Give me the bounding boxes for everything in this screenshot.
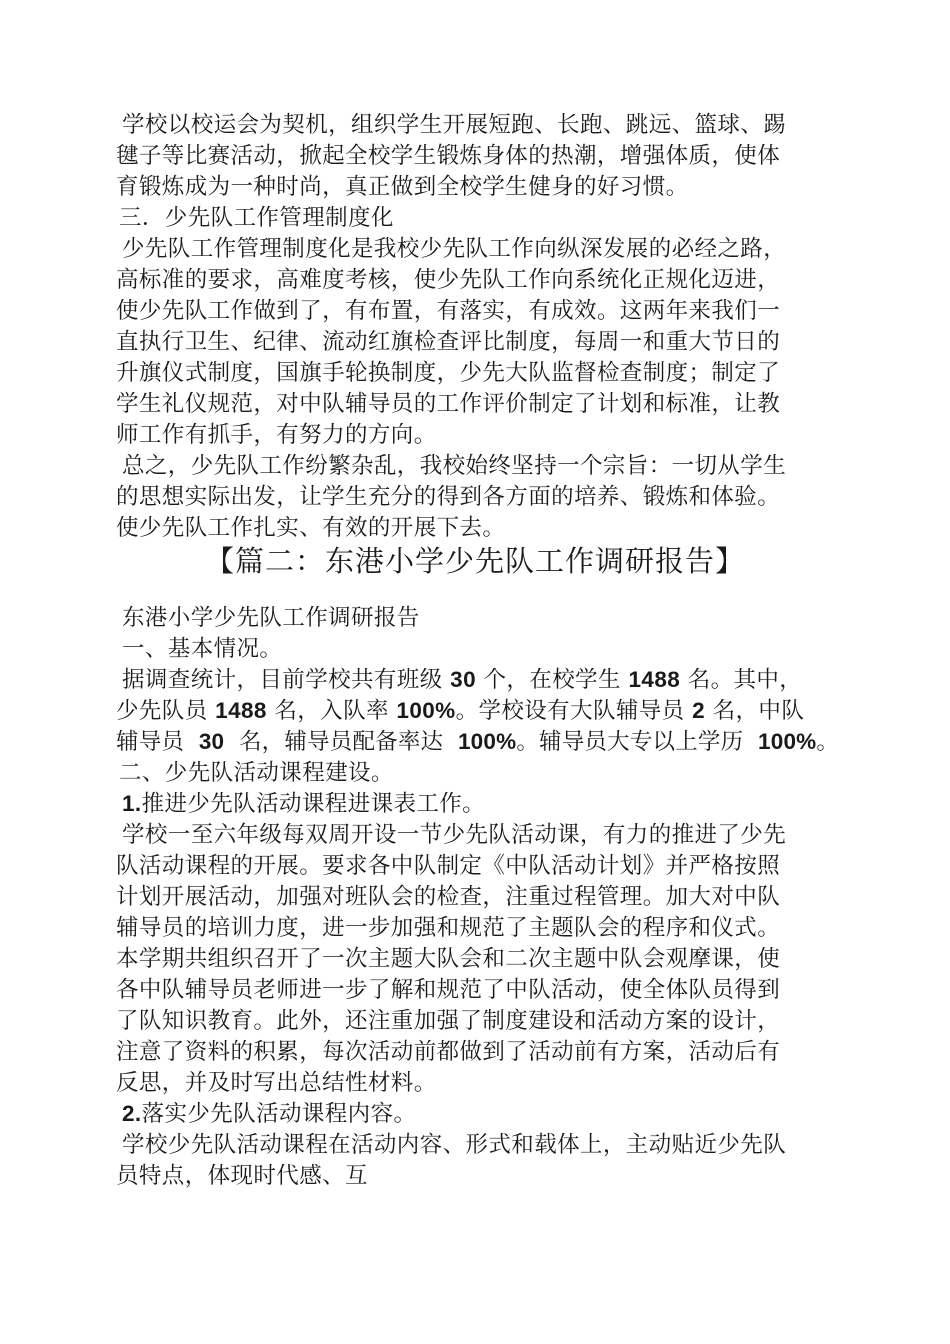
paragraph-line: 使少先队工作扎实、有效的开展下去。 <box>116 515 506 541</box>
staffing-rate: 100% <box>457 729 517 754</box>
class-count: 30 <box>450 667 476 692</box>
paragraph-line: 育锻炼成为一种时尚，真正做到全校学生健身的好习惯。 <box>116 174 689 200</box>
section-heading: 二、少先队活动课程建设。 <box>119 760 394 786</box>
section-heading: 一、基本情况。 <box>122 636 283 662</box>
squadron-counselor-count: 30 <box>198 729 225 754</box>
article-heading: 【篇二：东港小学少先队工作调研报告】 <box>204 544 745 578</box>
paragraph-line: 少先队工作管理制度化是我校少先队工作向纵深发展的必经之路， <box>122 236 787 262</box>
paragraph-line: 学校少先队活动课程在活动内容、形式和载体上，主动贴近少先队 <box>122 1132 787 1158</box>
paragraph-line: 反思，并及时写出总结性材料。 <box>116 1070 437 1096</box>
paragraph-line: 师工作有抓手，有努力的方向。 <box>116 422 437 448</box>
item-heading: 1.推进少先队活动课程进课表工作。 <box>122 791 486 817</box>
paragraph-line: 高标准的要求，高难度考核，使少先队工作向系统化正规化迈进， <box>116 267 781 293</box>
paragraph-line: 直执行卫生、纪律、流动红旗检查评比制度，每周一和重大节日的 <box>116 329 781 355</box>
paragraph-line: 注意了资料的积累，每次活动前都做到了活动前有方案，活动后有 <box>116 1039 781 1065</box>
stats-line-3: 辅导员 30 名，辅导员配备率达 100%。辅导员大专以上学历 100%。 <box>116 729 840 755</box>
member-count: 1488 <box>215 698 267 723</box>
paragraph-line: 队活动课程的开展。要求各中队制定《中队活动计划》并严格按照 <box>116 853 781 879</box>
paragraph-line: 毽子等比赛活动，掀起全校学生锻炼身体的热潮，增强体质，使体 <box>116 143 781 169</box>
paragraph-line: 总之，少先队工作纷繁杂乱，我校始终坚持一个宗旨：一切从学生 <box>122 453 787 479</box>
paragraph-line: 的思想实际出发，让学生充分的得到各方面的培养、锻炼和体验。 <box>116 484 781 510</box>
student-count: 1488 <box>628 667 681 692</box>
paragraph-line: 各中队辅导员老师进一步了解和规范了中队活动，使全体队员得到 <box>116 977 781 1003</box>
item-number: 2. <box>122 1101 142 1126</box>
paragraph-line: 辅导员的培训力度，进一步加强和规范了主题队会的程序和仪式。 <box>116 915 781 941</box>
degree-rate: 100% <box>758 729 817 754</box>
paragraph-line: 学生礼仪规范，对中队辅导员的工作评价制定了计划和标准，让教 <box>116 391 781 417</box>
paragraph-line: 计划开展活动，加强对班队会的检查，注重过程管理。加大对中队 <box>116 884 781 910</box>
paragraph-line: 本学期共组织召开了一次主题大队会和二次主题中队会观摩课，使 <box>116 946 781 972</box>
join-rate: 100% <box>396 698 456 723</box>
stats-line-2: 少先队员 1488 名，入队率 100%。学校设有大队辅导员 2 名，中队 <box>116 698 805 724</box>
report-title: 东港小学少先队工作调研报告 <box>122 605 420 631</box>
section-heading: 三．少先队工作管理制度化 <box>119 205 394 231</box>
paragraph-line: 升旗仪式制度，国旗手轮换制度，少先大队监督检查制度；制定了 <box>116 360 781 386</box>
paragraph-line: 学校一至六年级每双周开设一节少先队活动课，有力的推进了少先 <box>122 822 787 848</box>
brigade-counselor-count: 2 <box>692 698 706 723</box>
stats-line-1: 据调查统计，目前学校共有班级 30 个，在校学生 1488 名。其中， <box>122 667 803 693</box>
paragraph-line: 使少先队工作做到了，有布置，有落实，有成效。这两年来我们一 <box>116 298 781 324</box>
paragraph-line: 学校以校运会为契机，组织学生开展短跑、长跑、跳远、篮球、踢 <box>122 112 787 138</box>
item-number: 1. <box>122 791 142 816</box>
item-heading: 2.落实少先队活动课程内容。 <box>122 1101 417 1127</box>
paragraph-line: 员特点，体现时代感、互 <box>116 1163 368 1189</box>
paragraph-line: 了队知识教育。此外，还注重加强了制度建设和活动方案的设计， <box>116 1008 781 1034</box>
